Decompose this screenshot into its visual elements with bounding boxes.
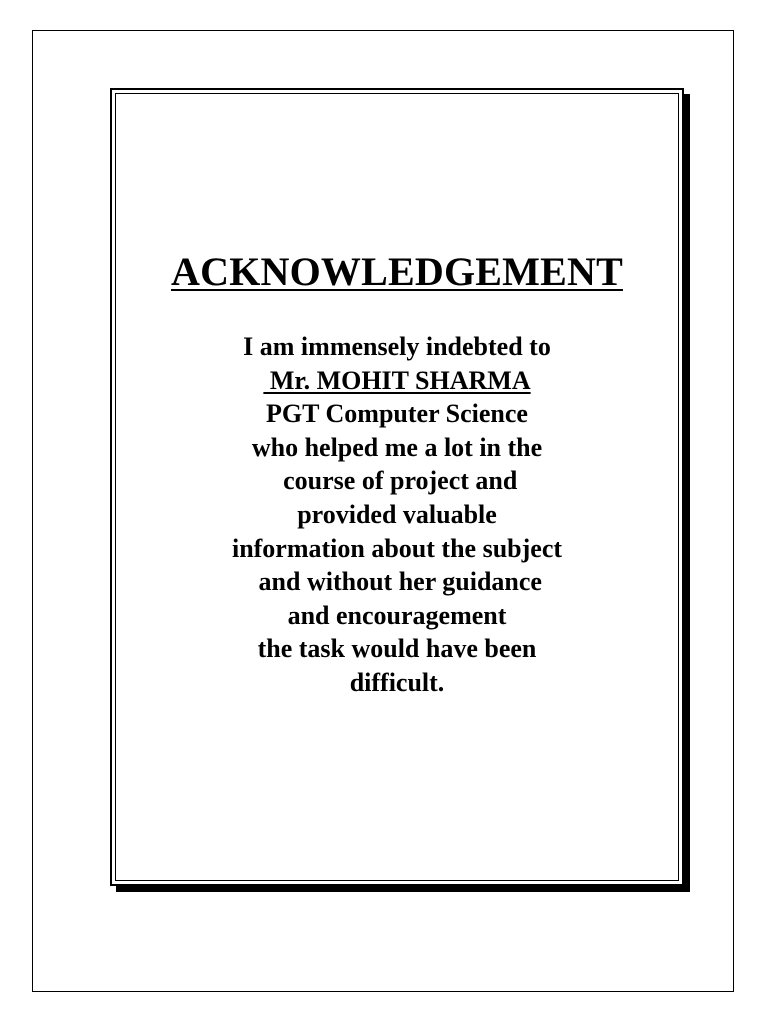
text-line: provided valuable: [297, 499, 497, 529]
text-line: course of project and: [276, 466, 518, 496]
text-line: and without her guidance: [252, 567, 542, 597]
text-line: I am immensely indebted to: [243, 332, 551, 361]
acknowledgement-frame: [110, 88, 684, 886]
text-line: difficult.: [349, 667, 445, 697]
text-line: who helped me a lot in the: [251, 432, 543, 462]
text-line: the task would have been: [257, 634, 537, 664]
guide-name: Mr. MOHIT SHARMA: [263, 365, 531, 395]
page-title: ACKNOWLEDGEMENT: [171, 249, 623, 294]
text-line: and encouragement: [287, 600, 507, 630]
text-line: information about the subject: [231, 533, 563, 563]
text-line-name: [112, 364, 682, 398]
text-line: PGT Computer Science: [266, 399, 528, 429]
acknowledgement-text: [112, 330, 682, 700]
